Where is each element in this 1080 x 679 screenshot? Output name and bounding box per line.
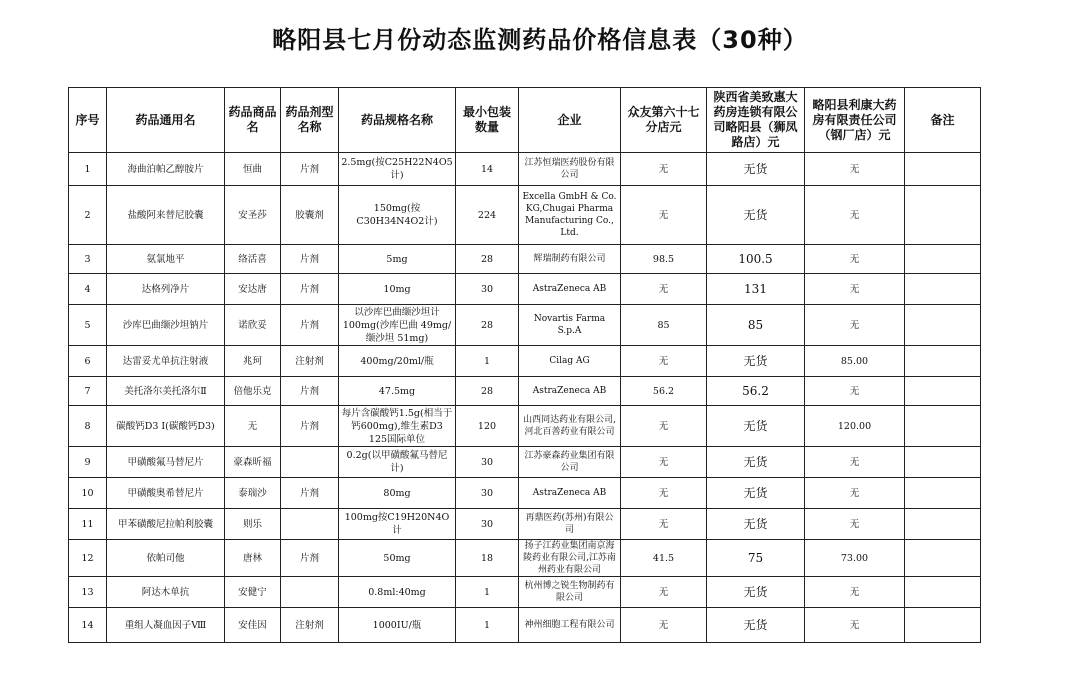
cell-note <box>905 346 981 377</box>
header-price-meizhihui: 陕西省美致惠大药房连锁有限公司略阳县（狮凤路店）元 <box>707 88 805 153</box>
cell-brand-name: 倍他乐克 <box>225 377 281 406</box>
cell-note <box>905 540 981 577</box>
header-spec: 药品规格名称 <box>339 88 456 153</box>
cell-company: Excella GmbH & Co. KG,Chugai Pharma Manufacturing Co., Ltd. <box>519 186 621 245</box>
cell-note <box>905 274 981 305</box>
cell-price-likang: 无 <box>805 274 905 305</box>
table-row <box>69 447 981 478</box>
cell-dosage-form: 片剂 <box>281 406 339 447</box>
cell-company: Novartis Farma S.p.A <box>519 305 621 346</box>
cell-pack-qty: 1 <box>456 346 519 377</box>
cell-note <box>905 153 981 186</box>
table-row <box>69 305 981 346</box>
cell-pack-qty: 30 <box>456 478 519 509</box>
cell-price-likang: 无 <box>805 305 905 346</box>
cell-price-zhongyou: 无 <box>621 478 707 509</box>
table-row <box>69 478 981 509</box>
cell-generic-name: 甲磺酸奥希替尼片 <box>107 478 225 509</box>
cell-brand-name: 泰瑞沙 <box>225 478 281 509</box>
cell-price-zhongyou: 无 <box>621 608 707 643</box>
cell-price-meizhihui: 无货 <box>707 447 805 478</box>
header-pack-qty: 最小包装数量 <box>456 88 519 153</box>
cell-note <box>905 245 981 274</box>
cell-spec: 50mg <box>339 540 456 577</box>
cell-note <box>905 186 981 245</box>
table-row <box>69 509 981 540</box>
table-row <box>69 540 981 577</box>
table-row <box>69 245 981 274</box>
cell-price-meizhihui: 100.5 <box>707 245 805 274</box>
cell-seq: 6 <box>69 346 107 377</box>
header-brand-name: 药品商品名 <box>225 88 281 153</box>
cell-spec: 47.5mg <box>339 377 456 406</box>
cell-pack-qty: 14 <box>456 153 519 186</box>
cell-seq: 13 <box>69 577 107 608</box>
cell-price-meizhihui: 无货 <box>707 406 805 447</box>
cell-pack-qty: 28 <box>456 377 519 406</box>
cell-price-likang: 无 <box>805 447 905 478</box>
cell-spec: 每片含碳酸钙1.5g(相当于钙600mg),维生素D3 125国际单位 <box>339 406 456 447</box>
cell-company: 神州细胞工程有限公司 <box>519 608 621 643</box>
cell-pack-qty: 18 <box>456 540 519 577</box>
cell-seq: 14 <box>69 608 107 643</box>
cell-company: 杭州博之锐生物制药有限公司 <box>519 577 621 608</box>
cell-note <box>905 577 981 608</box>
cell-note <box>905 447 981 478</box>
page-title: 略阳县七月份动态监测药品价格信息表（30种） <box>272 26 808 54</box>
cell-price-zhongyou: 无 <box>621 153 707 186</box>
cell-spec: 80mg <box>339 478 456 509</box>
cell-dosage-form: 片剂 <box>281 305 339 346</box>
cell-company: AstraZeneca AB <box>519 274 621 305</box>
cell-pack-qty: 30 <box>456 447 519 478</box>
cell-brand-name: 则乐 <box>225 509 281 540</box>
header-dosage-form: 药品剂型名称 <box>281 88 339 153</box>
cell-price-meizhihui: 无货 <box>707 186 805 245</box>
cell-seq: 7 <box>69 377 107 406</box>
cell-dosage-form: 片剂 <box>281 245 339 274</box>
cell-price-zhongyou: 无 <box>621 509 707 540</box>
cell-pack-qty: 1 <box>456 608 519 643</box>
cell-pack-qty: 28 <box>456 245 519 274</box>
header-seq: 序号 <box>69 88 107 153</box>
cell-generic-name: 达雷妥尤单抗注射液 <box>107 346 225 377</box>
cell-price-likang: 无 <box>805 608 905 643</box>
cell-company: 江苏恒瑞医药股份有限公司 <box>519 153 621 186</box>
cell-price-zhongyou: 无 <box>621 274 707 305</box>
cell-company: AstraZeneca AB <box>519 377 621 406</box>
cell-price-meizhihui: 无货 <box>707 346 805 377</box>
cell-brand-name: 安佳因 <box>225 608 281 643</box>
cell-spec: 100mg按C19H20N4O计 <box>339 509 456 540</box>
cell-seq: 5 <box>69 305 107 346</box>
header-price-likang: 略阳县利康大药房有限责任公司（钢厂店）元 <box>805 88 905 153</box>
table-row <box>69 153 981 186</box>
cell-price-likang: 无 <box>805 377 905 406</box>
cell-dosage-form: 注射剂 <box>281 346 339 377</box>
cell-brand-name: 兆珂 <box>225 346 281 377</box>
table-row <box>69 346 981 377</box>
cell-seq: 12 <box>69 540 107 577</box>
cell-price-likang: 无 <box>805 245 905 274</box>
cell-pack-qty: 120 <box>456 406 519 447</box>
cell-price-likang: 无 <box>805 186 905 245</box>
cell-brand-name: 豪森昕福 <box>225 447 281 478</box>
cell-dosage-form: 片剂 <box>281 377 339 406</box>
cell-dosage-form: 注射剂 <box>281 608 339 643</box>
cell-price-meizhihui: 56.2 <box>707 377 805 406</box>
cell-spec: 2.5mg(按C25H22N4O5计) <box>339 153 456 186</box>
cell-company: 辉瑞制药有限公司 <box>519 245 621 274</box>
table-row <box>69 377 981 406</box>
cell-price-meizhihui: 131 <box>707 274 805 305</box>
cell-spec: 10mg <box>339 274 456 305</box>
cell-dosage-form: 片剂 <box>281 540 339 577</box>
cell-price-likang: 无 <box>805 509 905 540</box>
cell-dosage-form <box>281 447 339 478</box>
cell-dosage-form: 片剂 <box>281 478 339 509</box>
cell-pack-qty: 28 <box>456 305 519 346</box>
cell-seq: 2 <box>69 186 107 245</box>
cell-dosage-form: 片剂 <box>281 274 339 305</box>
header-price-zhongyou: 众友第六十七分店元 <box>621 88 707 153</box>
cell-spec: 以沙库巴曲缬沙坦计100mg(沙库巴曲 49mg/缬沙坦 51mg) <box>339 305 456 346</box>
cell-generic-name: 碳酸钙D3 Ⅰ(碳酸钙D3) <box>107 406 225 447</box>
cell-note <box>905 305 981 346</box>
cell-generic-name: 达格列净片 <box>107 274 225 305</box>
cell-seq: 1 <box>69 153 107 186</box>
table-header-row <box>69 88 981 153</box>
cell-price-zhongyou: 无 <box>621 406 707 447</box>
cell-spec: 0.8ml:40mg <box>339 577 456 608</box>
cell-spec: 150mg(按C30H34N4O2计) <box>339 186 456 245</box>
cell-seq: 9 <box>69 447 107 478</box>
cell-seq: 4 <box>69 274 107 305</box>
table-row <box>69 608 981 643</box>
cell-price-zhongyou: 41.5 <box>621 540 707 577</box>
cell-spec: 5mg <box>339 245 456 274</box>
cell-note <box>905 509 981 540</box>
cell-price-zhongyou: 56.2 <box>621 377 707 406</box>
cell-seq: 3 <box>69 245 107 274</box>
cell-note <box>905 478 981 509</box>
cell-company: AstraZeneca AB <box>519 478 621 509</box>
header-note: 备注 <box>905 88 981 153</box>
table-row <box>69 406 981 447</box>
cell-generic-name: 沙库巴曲缬沙坦钠片 <box>107 305 225 346</box>
cell-brand-name: 安达唐 <box>225 274 281 305</box>
cell-brand-name: 无 <box>225 406 281 447</box>
table-row <box>69 186 981 245</box>
cell-company: 扬子江药业集团南京海陵药业有限公司,江苏南州药业有限公司 <box>519 540 621 577</box>
cell-company: 山西同达药业有限公司,河北百善药业有限公司 <box>519 406 621 447</box>
cell-generic-name: 盐酸阿来替尼胶囊 <box>107 186 225 245</box>
cell-price-likang: 73.00 <box>805 540 905 577</box>
cell-dosage-form: 胶囊剂 <box>281 186 339 245</box>
cell-price-meizhihui: 85 <box>707 305 805 346</box>
cell-spec: 1000IU/瓶 <box>339 608 456 643</box>
cell-generic-name: 甲苯磺酸尼拉帕利胶囊 <box>107 509 225 540</box>
cell-brand-name: 络活喜 <box>225 245 281 274</box>
cell-dosage-form: 片剂 <box>281 153 339 186</box>
cell-price-likang: 无 <box>805 577 905 608</box>
cell-price-meizhihui: 无货 <box>707 509 805 540</box>
cell-price-meizhihui: 无货 <box>707 153 805 186</box>
cell-price-meizhihui: 无货 <box>707 478 805 509</box>
cell-price-zhongyou: 无 <box>621 346 707 377</box>
table-body <box>69 153 981 643</box>
drug-price-table <box>68 87 981 643</box>
cell-price-likang: 无 <box>805 478 905 509</box>
cell-brand-name: 安圣莎 <box>225 186 281 245</box>
cell-note <box>905 406 981 447</box>
cell-seq: 10 <box>69 478 107 509</box>
cell-price-likang: 85.00 <box>805 346 905 377</box>
cell-price-zhongyou: 无 <box>621 447 707 478</box>
header-generic-name: 药品通用名 <box>107 88 225 153</box>
cell-generic-name: 阿达木单抗 <box>107 577 225 608</box>
cell-pack-qty: 30 <box>456 509 519 540</box>
cell-price-zhongyou: 85 <box>621 305 707 346</box>
cell-note <box>905 377 981 406</box>
cell-price-zhongyou: 无 <box>621 186 707 245</box>
cell-generic-name: 美托洛尔美托洛尔Ⅱ <box>107 377 225 406</box>
cell-company: 再鼎医药(苏州)有限公司 <box>519 509 621 540</box>
cell-pack-qty: 1 <box>456 577 519 608</box>
table-row <box>69 577 981 608</box>
cell-company: 江苏豪森药业集团有限公司 <box>519 447 621 478</box>
table-row <box>69 274 981 305</box>
cell-price-likang: 无 <box>805 153 905 186</box>
cell-pack-qty: 30 <box>456 274 519 305</box>
cell-spec: 400mg/20ml/瓶 <box>339 346 456 377</box>
cell-brand-name: 恒曲 <box>225 153 281 186</box>
cell-brand-name: 唐林 <box>225 540 281 577</box>
cell-price-likang: 120.00 <box>805 406 905 447</box>
cell-generic-name: 依帕司他 <box>107 540 225 577</box>
cell-brand-name: 诺欣妥 <box>225 305 281 346</box>
cell-generic-name: 海曲泊帕乙醇胺片 <box>107 153 225 186</box>
cell-seq: 8 <box>69 406 107 447</box>
cell-price-zhongyou: 无 <box>621 577 707 608</box>
header-company: 企业 <box>519 88 621 153</box>
cell-brand-name: 安健宁 <box>225 577 281 608</box>
cell-dosage-form <box>281 577 339 608</box>
cell-note <box>905 608 981 643</box>
cell-pack-qty: 224 <box>456 186 519 245</box>
cell-dosage-form <box>281 509 339 540</box>
cell-spec: 0.2g(以甲磺酸氟马替尼计) <box>339 447 456 478</box>
cell-generic-name: 甲磺酸氟马替尼片 <box>107 447 225 478</box>
cell-company: Cilag AG <box>519 346 621 377</box>
cell-price-meizhihui: 无货 <box>707 608 805 643</box>
cell-price-meizhihui: 无货 <box>707 577 805 608</box>
cell-seq: 11 <box>69 509 107 540</box>
cell-price-zhongyou: 98.5 <box>621 245 707 274</box>
cell-generic-name: 重组人凝血因子Ⅷ <box>107 608 225 643</box>
cell-price-meizhihui: 75 <box>707 540 805 577</box>
cell-generic-name: 氨氯地平 <box>107 245 225 274</box>
